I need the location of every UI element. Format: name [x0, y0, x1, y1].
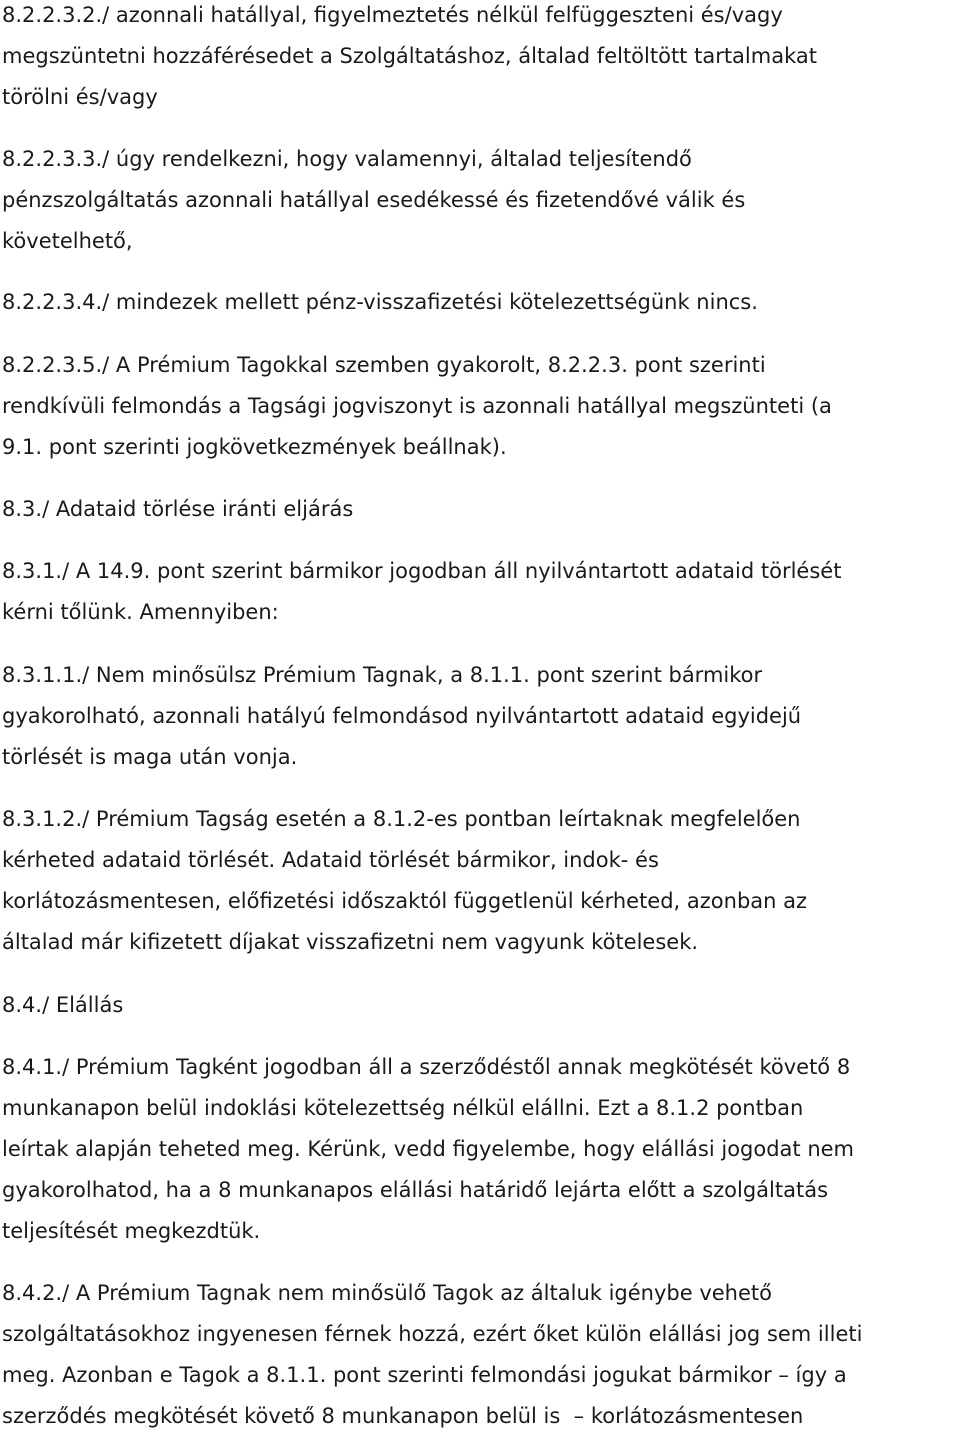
text-line: 8.4.1./ Prémium Tagként jogodban áll a szerződéstől annak megkötését követő 8: [2, 1055, 851, 1079]
text-line: 8.3.1./ A 14.9. pont szerint bármikor jogodban áll nyilvántartott adataid törlését: [2, 559, 842, 583]
text-line: gyakorolhatod, ha a 8 munkanapos elállási határidő lejárta előtt a szolgáltatás: [2, 1178, 829, 1202]
text-line: 8.2.2.3.3./ úgy rendelkezni, hogy valamennyi, általad teljesítendő: [2, 147, 692, 171]
text-line: kérheted adataid törlését. Adataid törlését bármikor, indok- és: [2, 848, 659, 872]
text-line: munkanapon belül indoklási kötelezettség nélkül elállni. Ezt a 8.1.2 pontban: [2, 1096, 804, 1120]
text-line: törlését is maga után vonja.: [2, 745, 298, 769]
text-line: 8.3.1.1./ Nem minősülsz Prémium Tagnak, a 8.1.1. pont szerint bármikor: [2, 663, 763, 687]
text-line: 9.1. pont szerinti jogkövetkezmények beállnak).: [2, 435, 507, 459]
section-heading: 8.3./ Adataid törlése iránti eljárás: [2, 497, 354, 521]
text-line: 8.4.2./ A Prémium Tagnak nem minősülő Tagok az általuk igénybe vehető: [2, 1281, 772, 1305]
text-line: leírtak alapján teheted meg. Kérünk, vedd figyelembe, hogy elállási jogodat nem: [2, 1137, 855, 1161]
text-line: kérni tőlünk. Amennyiben:: [2, 600, 279, 624]
text-line: korlátozásmentesen, előfizetési időszaktól függetlenül kérheted, azonban az: [2, 889, 808, 913]
section-heading: 8.4./ Elállás: [2, 993, 124, 1017]
text-line: általad már kifizetett díjakat visszafizetni nem vagyunk kötelesek.: [2, 930, 699, 954]
text-line: 8.2.2.3.4./ mindezek mellett pénz-visszafizetési kötelezettségünk nincs.: [2, 290, 758, 314]
text-line: pénzszolgáltatás azonnali hatállyal esedékessé és fizetendővé válik és: [2, 188, 746, 212]
text-line: 8.2.2.3.5./ A Prémium Tagokkal szemben gyakorolt, 8.2.2.3. pont szerinti: [2, 353, 766, 377]
text-line: szolgáltatásokhoz ingyenesen férnek hozzá, ezért őket külön elállási jog sem illeti: [2, 1322, 863, 1346]
text-line: szerződés megkötését követő 8 munkanapon belül is – korlátozásmentesen: [2, 1404, 804, 1428]
text-line: teljesítését megkezdtük.: [2, 1219, 261, 1243]
text-line: 8.3.1.2./ Prémium Tagság esetén a 8.1.2-es pontban leírtaknak megfelelően: [2, 807, 801, 831]
text-line: törölni és/vagy: [2, 85, 158, 109]
text-line: megszüntetni hozzáférésedet a Szolgáltatáshoz, általad feltöltött tartalmakat: [2, 44, 817, 68]
text-line: követelhető,: [2, 229, 133, 253]
text-line: meg. Azonban e Tagok a 8.1.1. pont szerinti felmondási jogukat bármikor – így a: [2, 1363, 847, 1387]
text-line: rendkívüli felmondás a Tagsági jogviszonyt is azonnali hatállyal megszünteti (a: [2, 394, 832, 418]
text-line: gyakorolható, azonnali hatályú felmondásod nyilvántartott adataid egyidejű: [2, 704, 802, 728]
text-line: 8.2.2.3.2./ azonnali hatállyal, figyelmeztetés nélkül felfüggeszteni és/vagy: [2, 3, 783, 27]
